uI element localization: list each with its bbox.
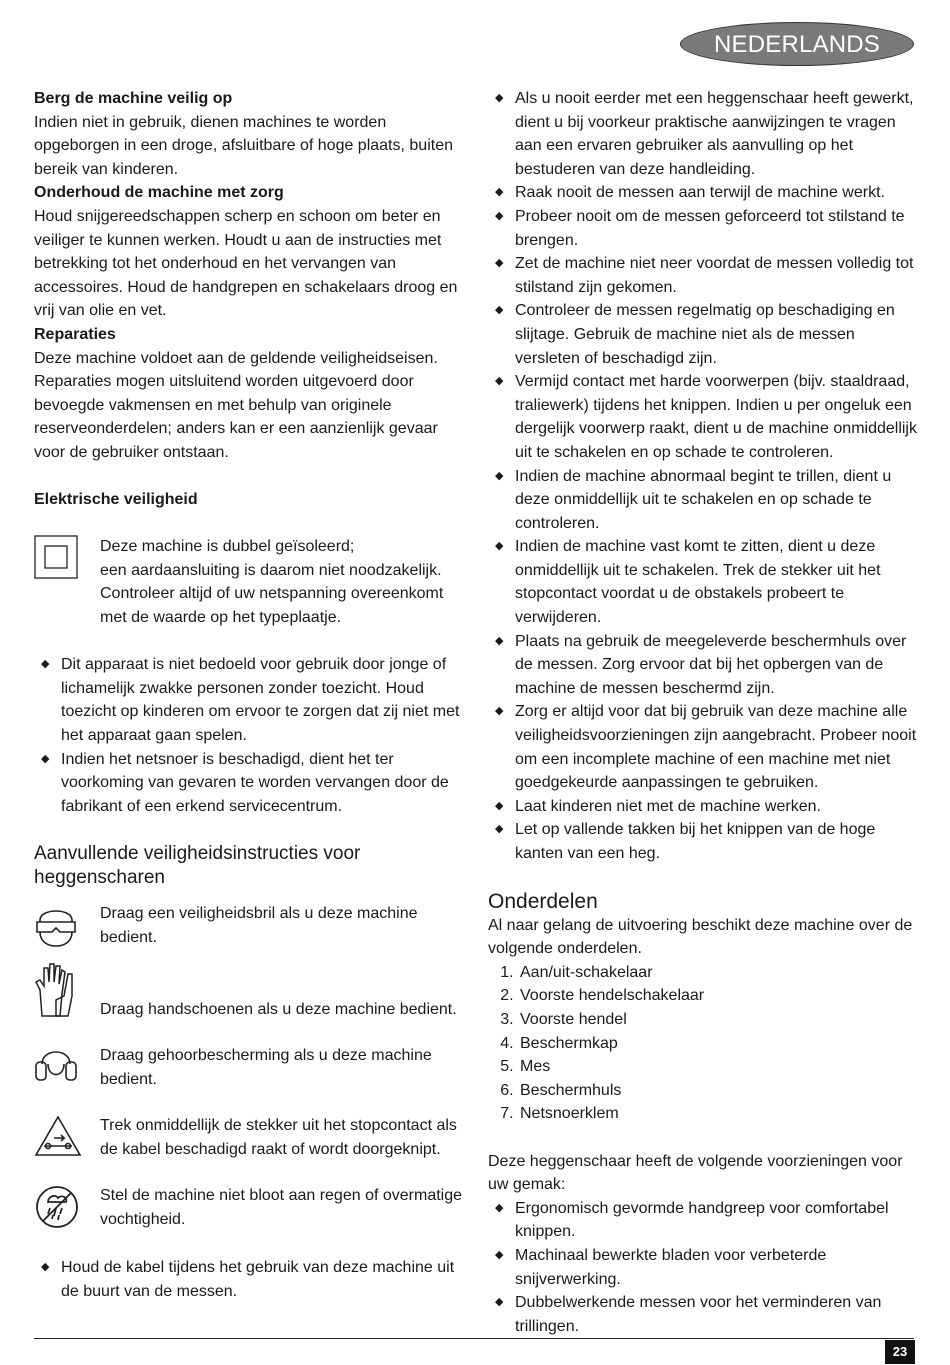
icon-row-cable-warning	[34, 1114, 466, 1184]
icon-text: Draag gehoorbescherming als u deze machine bedient.	[100, 1047, 432, 1088]
bullet-diamond-icon: ◆	[41, 658, 50, 671]
storage-paragraph: Indien niet in gebruik, dienen machines te worden opgeborgen in een droge, afsluitbare of hoge plaats, buiten bereik van kinderen.	[34, 113, 453, 178]
ear-protection-icon	[34, 1044, 100, 1088]
list-item: ◆ Ergonomisch gevormde handgreep voor comfortabel knippen.	[488, 1197, 918, 1244]
parts-list	[488, 961, 918, 1126]
section-heading-storage: Berg de machine veilig op	[34, 90, 233, 107]
maintenance-paragraph: Houd snijgereedschappen scherp en schoon om beter en veiliger te kunnen werken. Houdt u aan de instructies met betrekking tot het onderhoud en het vervangen van accessoires. Houd de handgrepen en schakelaars droog en vrij van olie en vet.	[34, 207, 458, 320]
list-item: 2. Voorste hendelschakelaar	[518, 984, 918, 1008]
bullet-diamond-icon: ◆	[41, 1261, 50, 1274]
section-heading-additional: Aanvullende veiligheidsinstructies voor heggenscharen	[34, 843, 361, 889]
safety-glasses-icon	[34, 902, 100, 948]
bullet-diamond-icon: ◆	[495, 1201, 504, 1214]
bullet-diamond-icon: ◆	[495, 186, 504, 199]
list-item: 7. Netsnoerklem	[518, 1102, 918, 1126]
cable-bullet-list	[34, 1256, 466, 1303]
page-number: 23	[885, 1340, 915, 1364]
language-badge: NEDERLANDS	[680, 22, 914, 66]
bullet-diamond-icon: ◆	[495, 540, 504, 553]
electrical-bullet-list	[34, 653, 466, 818]
bullet-diamond-icon: ◆	[495, 823, 504, 836]
bullet-diamond-icon: ◆	[495, 209, 504, 222]
bullet-diamond-icon: ◆	[495, 92, 504, 104]
gloves-icon	[34, 960, 100, 1018]
features-intro: Deze heggenschaar heeft de volgende voorzieningen voor uw gemak:	[488, 1152, 903, 1194]
list-item: ◆ Indien de machine vast komt te zitten, dient u deze onmiddellijk uit te schakelen. Trek de stekker uit het stopcontact voordat u de obstakels probeert te verwijderen.	[488, 535, 918, 629]
bullet-diamond-icon: ◆	[495, 634, 504, 647]
icon-text: Draag een veiligheidsbril als u deze machine bedient.	[100, 905, 418, 946]
list-item: ◆ Dubbelwerkende messen voor het verminderen van trillingen.	[488, 1291, 918, 1338]
double-insulation-text: Deze machine is dubbel geïsoleerd; een aardaansluiting is daarom niet noodzakelijk. Controleer altijd of uw netspanning overeenkomt met de waarde op het typeplaatje.	[100, 538, 444, 627]
footer-divider	[34, 1338, 914, 1339]
bullet-diamond-icon: ◆	[495, 1296, 504, 1309]
bullet-diamond-icon: ◆	[495, 469, 504, 482]
bullet-diamond-icon: ◆	[495, 304, 504, 317]
list-item: ◆ Plaats na gebruik de meegeleverde beschermhuls over de messen. Zorg ervoor dat bij het opbergen van de machine de messen beschermd zijn.	[488, 630, 918, 701]
bullet-diamond-icon: ◆	[495, 375, 504, 388]
cable-warning-icon	[34, 1114, 100, 1158]
double-insulation-row	[34, 535, 466, 629]
list-item: ◆ Machinaal bewerkte bladen voor verbeterde snijverwerking.	[488, 1244, 918, 1291]
list-item: ◆ Indien het netsnoer is beschadigd, dient het ter voorkoming van gevaren te worden vervangen door de fabrikant of een erkend servicecentrum.	[34, 748, 466, 819]
list-item: ◆ Zet de machine niet neer voordat de messen volledig tot stilstand zijn gekomen.	[488, 252, 918, 299]
bullet-diamond-icon: ◆	[41, 752, 50, 765]
icon-text: Trek onmiddellijk de stekker uit het stopcontact als de kabel beschadigd raakt of wordt doorgeknipt.	[100, 1117, 457, 1158]
list-item: ◆ Laat kinderen niet met de machine werken.	[488, 795, 918, 819]
section-heading-repairs: Reparaties	[34, 325, 116, 343]
icon-row-no-rain	[34, 1184, 466, 1256]
list-item: ◆ Raak nooit de messen aan terwijl de machine werkt.	[488, 181, 918, 205]
list-item: ◆ Zorg er altijd voor dat bij gebruik van deze machine alle veiligheidsvoorzieningen zijn aangebracht. Probeer nooit om een incomplete machine of een machine met niet goedgekeurde aanpassingen te gebruiken.	[488, 700, 918, 794]
list-item: ◆ Probeer nooit om de messen geforceerd tot stilstand te brengen.	[488, 205, 918, 252]
section-heading-parts: Onderdelen	[488, 889, 598, 913]
list-item: 4. Beschermkap	[518, 1032, 918, 1056]
parts-intro: Al naar gelang de uitvoering beschikt deze machine over de volgende onderdelen.	[488, 916, 913, 958]
bullet-diamond-icon: ◆	[495, 1248, 504, 1261]
list-item: ◆ Houd de kabel tijdens het gebruik van deze machine uit de buurt van de messen.	[34, 1256, 466, 1303]
section-heading-electrical: Elektrische veiligheid	[34, 491, 198, 509]
features-list	[488, 1197, 918, 1339]
icon-row-gloves	[34, 960, 466, 1020]
list-item: ◆ Vermijd contact met harde voorwerpen (bijv. staaldraad, traliewerk) tijdens het knippen. Indien u per ongeluk een dergelijk voorwerp raakt, dient u de machine onmiddellijk uit te schakelen en op schade te controleren.	[488, 370, 918, 464]
safety-bullet-list	[488, 87, 918, 866]
section-heading-maintenance: Onderhoud de machine met zorg	[34, 184, 284, 202]
list-item: ◆ Controleer de messen regelmatig op beschadiging en slijtage. Gebruik de machine niet als de messen versleten of beschadigd zijn.	[488, 299, 918, 370]
right-column	[488, 87, 918, 1338]
list-item: 1. Aan/uit-schakelaar	[518, 961, 918, 985]
list-item: 3. Voorste hendel	[518, 1008, 918, 1032]
left-column	[34, 87, 466, 1304]
icon-row-ear-protection	[34, 1044, 466, 1114]
list-item: ◆ Als u nooit eerder met een heggenschaar heeft gewerkt, dient u bij voorkeur praktische aanwijzingen te vragen aan een ervaren gebruiker als aanvulling op het bestuderen van deze handleiding.	[488, 87, 918, 181]
list-item: 6. Beschermhuls	[518, 1079, 918, 1103]
no-rain-icon	[34, 1184, 100, 1230]
list-item: 5. Mes	[518, 1055, 918, 1079]
icon-text: Draag handschoenen als u deze machine bedient.	[100, 1001, 457, 1019]
double-insulation-icon	[34, 535, 100, 579]
bullet-diamond-icon: ◆	[495, 799, 504, 812]
list-item: ◆ Let op vallende takken bij het knippen van de hoge kanten van een heg.	[488, 818, 918, 865]
bullet-diamond-icon: ◆	[495, 257, 504, 270]
icon-text: Stel de machine niet bloot aan regen of overmatige vochtigheid.	[100, 1187, 463, 1228]
list-item: ◆ Indien de machine abnormaal begint te trillen, dient u deze onmiddellijk uit te schakelen en op schade te controleren.	[488, 465, 918, 536]
repairs-paragraph: Deze machine voldoet aan de geldende veiligheidseisen. Reparaties mogen uitsluitend worden uitgevoerd door bevoegde vakmensen en met behulp van originele reserveonderdelen; anders kan er een aanzienlijk gevaar voor de gebruiker ontstaan.	[34, 349, 438, 461]
bullet-diamond-icon: ◆	[495, 705, 504, 718]
list-item: ◆ Dit apparaat is niet bedoeld voor gebruik door jonge of lichamelijk zwakke personen zonder toezicht. Houd toezicht op kinderen om ervoor te zorgen dat zij niet met het apparaat gaan spelen.	[34, 653, 466, 747]
